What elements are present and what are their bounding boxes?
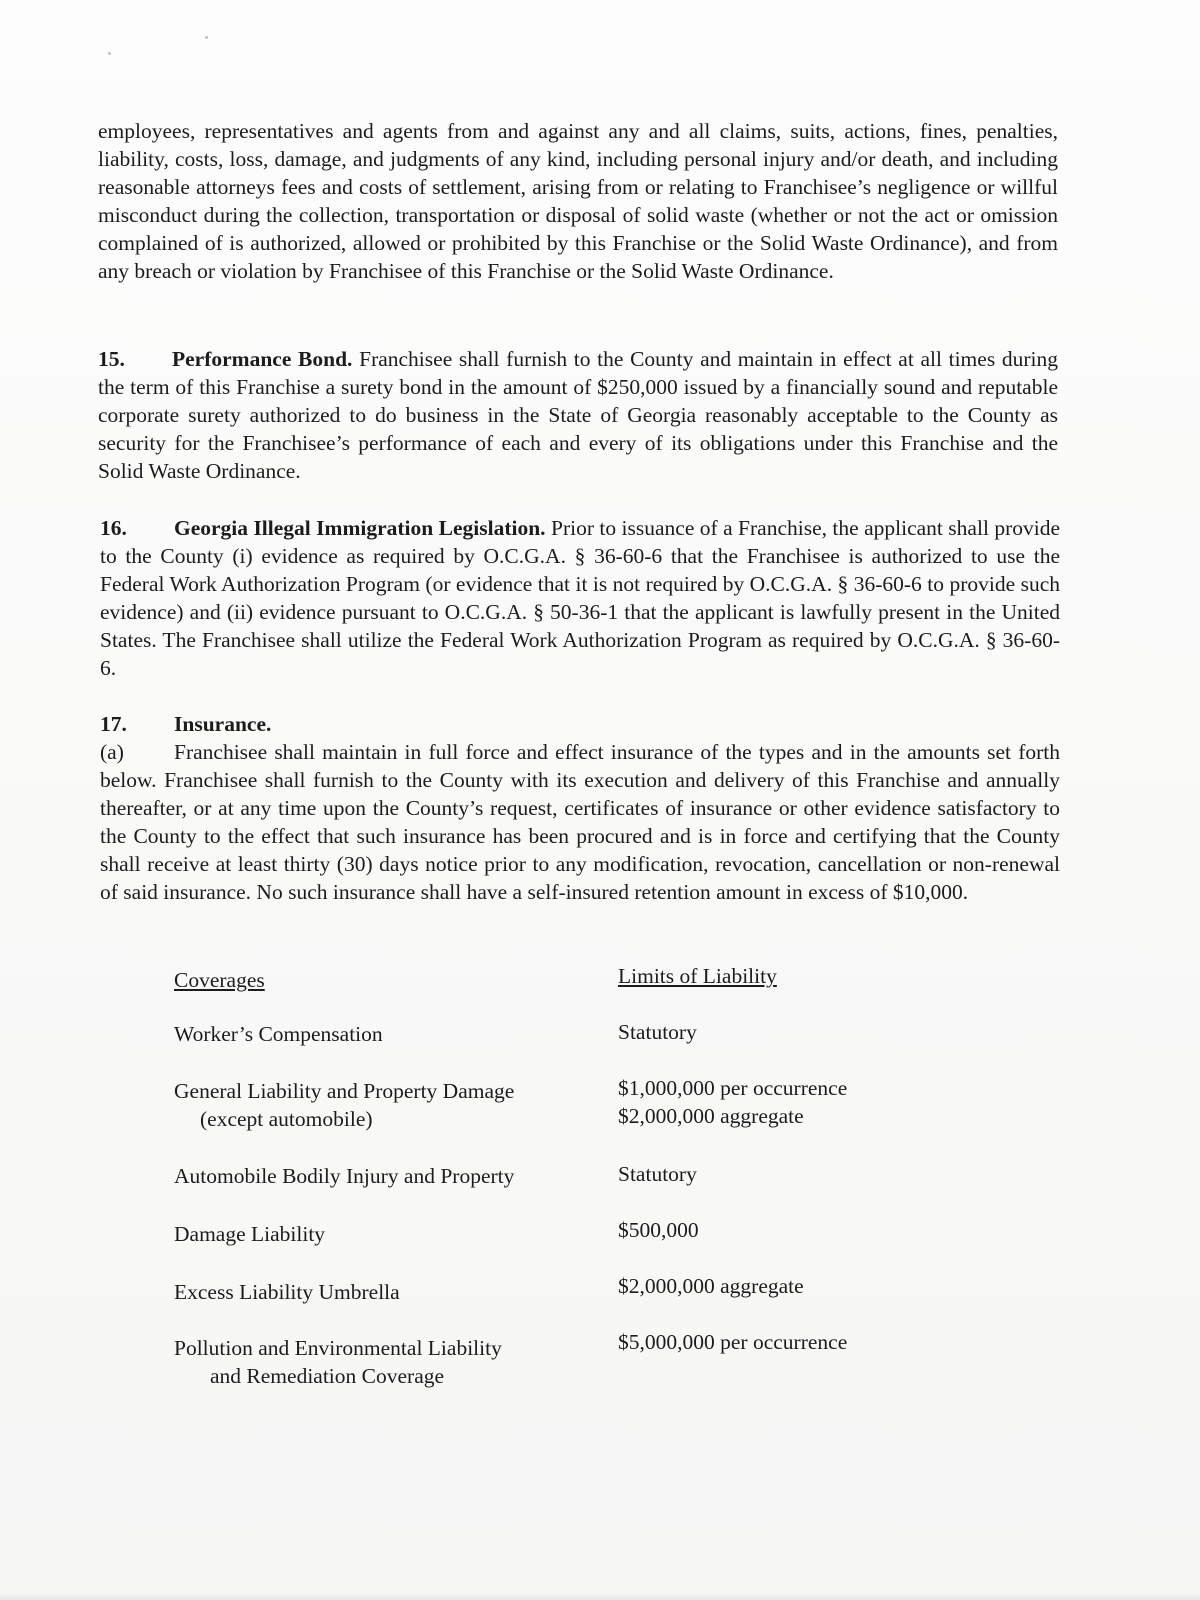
limits-header: Limits of Liability (618, 964, 777, 988)
section-title: Georgia Illegal Immigration Legislation. (174, 516, 546, 540)
section-text: Franchisee shall maintain in full force and effect insurance of the types and in the amounts set forth below. Franchisee shall furnish to the County with its execution and delivery of this Franchise and annually thereafter, or at any time upon the County’s request, certificates of insurance or other evidence satisfactory to the County to the effect that such insurance has been procured and is in force and certifying that the County shall receive at least thirty (30) days notice prior to any modification, revocation, cancellation or non-renewal of said insurance. No such insurance shall have a self-insured retention amount in excess of $10,000. (100, 740, 1060, 904)
coverage-name: Automobile Bodily Injury and Property (174, 1164, 515, 1188)
coverage-name: Pollution and Environmental Liability (174, 1336, 502, 1360)
section-16-immigration (100, 514, 1060, 682)
scan-bottom-edge (0, 1592, 1200, 1600)
section-title: Performance Bond. (172, 347, 353, 371)
coverage-name: General Liability and Property Damage (174, 1079, 515, 1103)
coverage-limit: Statutory (618, 1162, 697, 1186)
subsection-label: (a) (100, 740, 124, 764)
coverage-name: Worker’s Compensation (174, 1022, 383, 1046)
section-number: 17. (100, 712, 127, 736)
section-number: 15. (98, 347, 125, 371)
scan-speck (205, 36, 208, 39)
coverage-name-continued: and Remediation Coverage (210, 1364, 445, 1388)
coverage-limit: Statutory (618, 1020, 697, 1044)
intro-paragraph: employees, representatives and agents from and against any and all claims, suits, actions, fines, penalties, liability, costs, loss, damage, and judgments of any kind, including personal injury and/or death, and including reasonable attorneys fees and costs of settlement, arising from or relating to Franchisee’s negligence or willful misconduct during the collection, transportation or disposal of solid waste (whether or not the act or omission complained of is authorized, allowed or prohibited by this Franchise or the Solid Waste Ordinance), and from any breach or violation by Franchisee of this Franchise or the Solid Waste Ordinance. (98, 119, 1058, 283)
coverage-limit-continued: $2,000,000 aggregate (618, 1104, 804, 1128)
coverages-header: Coverages (174, 968, 265, 992)
coverage-limit: $2,000,000 aggregate (618, 1274, 804, 1298)
coverage-name-continued: (except automobile) (200, 1107, 373, 1131)
section-text: Prior to issuance of a Franchise, the applicant shall provide to the County (i) evidence as required by O.C.G.A. § 36-60-6 that the Franchisee is authorized to use the Federal Work Authorization Program (or evidence that it is not required by O.C.G.A. § 36-60-6 to provide such evidence) and (ii) evidence pursuant to O.C.G.A. § 50-36-1 that the applicant is lawfully present in the United States. The Franchisee shall utilize the Federal Work Authorization Program as required by O.C.G.A. § 36-60-6. (100, 516, 1061, 680)
section-text: Franchisee shall furnish to the County and maintain in effect at all times during the term of this Franchise a surety bond in the amount of $250,000 issued by a financially sound and reputable corporate surety authorized to do business in the State of Georgia reasonably acceptable to the County as security for the Franchisee’s performance of each and every of its obligations under this Franchise and the Solid Waste Ordinance. (98, 347, 1058, 483)
coverage-limit: $500,000 (618, 1218, 699, 1242)
scan-speck (108, 52, 111, 55)
section-17a-paragraph (100, 738, 1060, 906)
section-17-heading (100, 710, 271, 738)
coverage-limit: $1,000,000 per occurrence (618, 1076, 848, 1100)
section-15-performance-bond (98, 345, 1058, 485)
coverage-name: Excess Liability Umbrella (174, 1280, 400, 1304)
coverage-limit: $5,000,000 per occurrence (618, 1330, 848, 1354)
section-number: 16. (100, 516, 127, 540)
section-title: Insurance. (174, 712, 272, 736)
coverage-name: Damage Liability (174, 1222, 326, 1246)
